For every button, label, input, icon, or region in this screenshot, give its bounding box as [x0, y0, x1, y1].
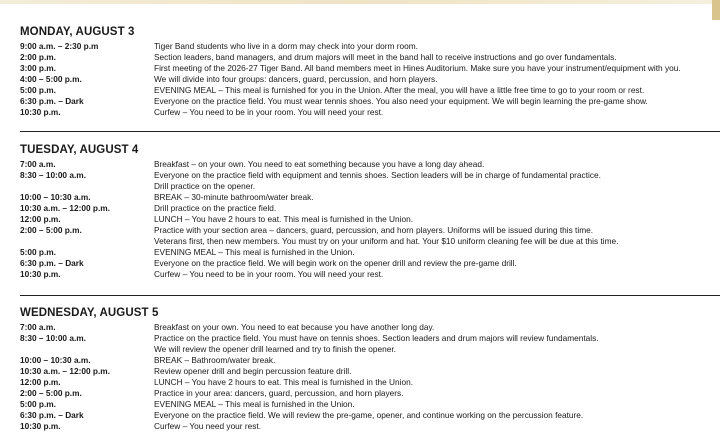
row-time: 12:00 p.m.: [20, 214, 61, 224]
row-desc: Everyone on the practice field with equipment and tennis shoes. Section leaders will be in charge of fundamental practice.: [154, 170, 601, 180]
row-desc: Review opener drill and begin percussion feature drill.: [154, 366, 352, 376]
day-title: TUESDAY, AUGUST 4: [20, 144, 139, 156]
row-time: 10:30 p.m.: [20, 107, 61, 117]
row-desc: Practice on the practice field. You must have on tennis shoes. Section leaders and drum majors will review fundamentals.: [154, 333, 599, 343]
row-desc: Curfew – You need to be in your room. You will need your rest.: [154, 107, 384, 117]
row-desc: Drill practice on the practice field.: [154, 203, 277, 213]
row-time: 7:00 a.m.: [20, 159, 56, 169]
row-time: 6:30 p.m. – Dark: [20, 258, 84, 268]
row-desc: First meeting of the 2026-27 Tiger Band. All band members meet in Hines Auditorium. Make sure you have your instrument/equipment with you.: [154, 63, 681, 73]
section-divider: [20, 131, 720, 132]
row-time: 7:00 a.m.: [20, 322, 56, 332]
row-time: 2:00 – 5:00 p.m.: [20, 225, 82, 235]
row-time: 5:00 p.m.: [20, 399, 56, 409]
row-desc: LUNCH – You have 2 hours to eat. This meal is furnished in the Union.: [154, 377, 414, 387]
row-desc: Everyone on the practice field. We will review the pre-game, opener, and continue working on the percussion feature.: [154, 410, 584, 420]
row-desc: LUNCH – You have 2 hours to eat. This meal is furnished in the Union.: [154, 214, 414, 224]
row-desc: BREAK – 30-minute bathroom/water break.: [154, 192, 314, 202]
row-time: 9:00 a.m. – 2:30 p.m: [20, 41, 99, 51]
row-desc: EVENING MEAL – This meal is furnished in the Union.: [154, 247, 355, 257]
row-time: 10:00 – 10:30 a.m.: [20, 355, 91, 365]
row-time: 10:30 p.m.: [20, 421, 61, 431]
row-desc: EVENING MEAL – This meal is furnished for you in the Union. After the meal, you will have a little free time to go to your room or rest.: [154, 85, 645, 95]
row-desc: Curfew – You need your rest.: [154, 421, 262, 431]
row-time: 5:00 p.m.: [20, 85, 56, 95]
row-time: 10:30 p.m.: [20, 269, 61, 279]
row-time: 8:30 – 10:00 a.m.: [20, 170, 86, 180]
row-desc: EVENING MEAL – This meal is furnished in the Union.: [154, 399, 355, 409]
day-title: WEDNESDAY, AUGUST 5: [20, 307, 159, 319]
row-time: 2:00 – 5:00 p.m.: [20, 388, 82, 398]
row-desc: Breakfast – on your own. You need to eat something because you have a long day ahead.: [154, 159, 485, 169]
row-time: 2:00 p.m.: [20, 52, 56, 62]
row-desc: Curfew – You need to be in your room. You will need your rest.: [154, 269, 384, 279]
row-desc: Everyone on the practice field. We will begin work on the opener drill and review the pre-game drill.: [154, 258, 517, 268]
row-time: 10:00 – 10:30 a.m.: [20, 192, 91, 202]
row-time: 6:30 p.m. – Dark: [20, 96, 84, 106]
row-desc: Veterans first, then new members. You must try on your uniform and hat. Your $10 uniform cleaning fee will be due at this time.: [154, 236, 619, 246]
row-desc: Tiger Band students who live in a dorm may check into your dorm room.: [154, 41, 418, 51]
row-desc: Breakfast on your own. You need to eat because you have another long day.: [154, 322, 435, 332]
row-desc: Everyone on the practice field. You must wear tennis shoes. You also need your equipment. We will begin learning the pre-game show.: [154, 96, 648, 106]
row-desc: Section leaders, band managers, and drum majors will meet in the band hall to receive instructions and go over fundamentals.: [154, 52, 617, 62]
row-desc: Practice with your section area – dancers, guard, percussion, and horn players. Uniforms will be issued during this time.: [154, 225, 594, 235]
section-divider: [20, 295, 720, 296]
row-time: 5:00 p.m.: [20, 247, 56, 257]
row-desc: BREAK – Bathroom/water break.: [154, 355, 276, 365]
row-desc: Drill practice on the opener.: [154, 181, 256, 191]
row-time: 3:00 p.m.: [20, 63, 56, 73]
row-time: 6:30 p.m. – Dark: [20, 410, 84, 420]
row-time: 4:00 – 5:00 p.m.: [20, 74, 82, 84]
top-gold-border: [0, 0, 720, 4]
top-right-gold-corner: [712, 0, 720, 20]
row-time: 8:30 – 10:00 a.m.: [20, 333, 86, 343]
row-time: 12:00 p.m.: [20, 377, 61, 387]
row-desc: We will review the opener drill learned and try to finish the opener.: [154, 344, 396, 354]
row-desc: We will divide into four groups: dancers, guard, percussion, and horn players.: [154, 74, 438, 84]
day-title: MONDAY, AUGUST 3: [20, 26, 135, 38]
row-desc: Practice in your area: dancers, guard, percussion, and horn players.: [154, 388, 404, 398]
row-time: 10:30 a.m. – 12:00 p.m.: [20, 203, 110, 213]
row-time: 10:30 a.m. – 12:00 p.m.: [20, 366, 110, 376]
